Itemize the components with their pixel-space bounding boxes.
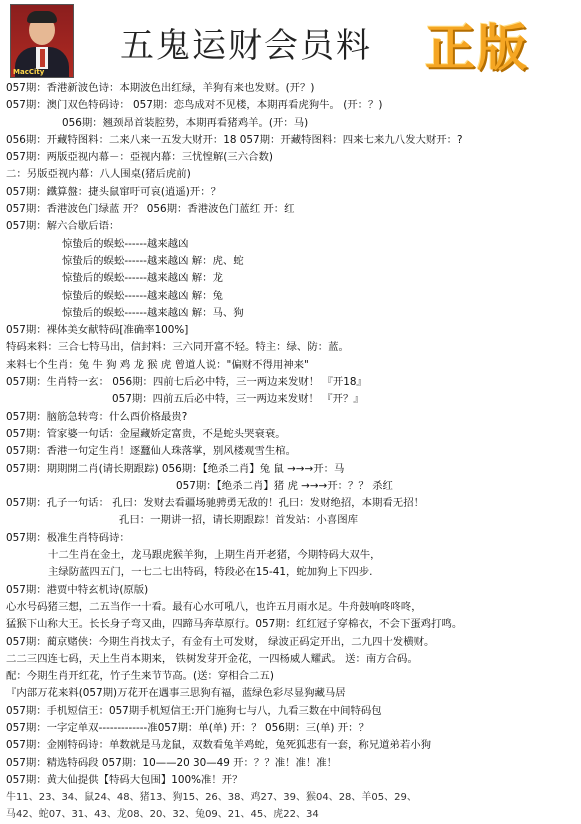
text-line: 『内部万花来料(057期)万花开在遇事三思狗有福，蓝绿色彩尽显狗藏马居 xyxy=(6,687,346,700)
text-line: 057期：蔺京赌侠：今期生肖找太子，有金有土可发财， 绿波正码定开出，二九四十发横财。 xyxy=(6,635,435,648)
text-line: 057期：两版亞视内幕－：亞视内幕：三忧惶解(三六合数) xyxy=(6,151,273,164)
portrait-tie xyxy=(40,49,45,67)
page-header xyxy=(0,0,581,80)
genuine-badge: 正版 xyxy=(425,19,529,77)
text-line: 心水号码猪三想，二五当作一十看。最有心水可吼八，也许五月雨水足。牛舟鼓响咚咚咚， xyxy=(6,600,422,613)
text-line: 057期：一字定单双-------------准057期：单(单) 开：？ 056期：三(单) 开：？ xyxy=(6,721,369,734)
text-line: 特码来料：三合七特马出，信封料：三六同开富不轻。特主：绿、防：蓝。 xyxy=(6,341,349,354)
page-title: 五鬼运财会员料 xyxy=(120,26,372,66)
text-line: 057期：手机短信王：057期手机短信王:开门施狗七与八，九看三数在中间特码包 xyxy=(6,704,382,717)
text-line: 主绿防蓝四五门，一七二七出特码，特段必在15-41，蛇加狗上下四步. xyxy=(48,566,373,579)
portrait-logo: MacCity xyxy=(13,68,45,76)
text-line: 057期：金刚特码诗：单数就是马龙鼠，双数看兔羊鸡蛇，兔死狐悲有一套，称兄道弟若小狗 xyxy=(6,739,432,752)
text-line: 057期：精选特码段 057期：10——20 30—49 开：？？准！准！准！ xyxy=(6,756,338,769)
text-line: 057期：澳门双色特码诗： 057期：恋鸟成对不见楼，本期再看虎狗牛。 (开：？) xyxy=(6,99,383,112)
text-line: 057期：四前五后必中特，三一两边来发财！ 『开？』 xyxy=(112,393,364,406)
text-line: 惊蛰后的蜈蚣------越来越凶 解：龙 xyxy=(62,272,223,285)
text-line: 惊蛰后的蜈蚣------越来越凶 解：兔 xyxy=(62,289,223,302)
text-line: 057期：香港波色门绿蓝 开？ 056期：香港波色门蓝红 开：红 xyxy=(6,203,295,216)
text-line: 057期：黄大仙提供【特码大包围】100%准！开？ xyxy=(6,773,243,786)
text-line: 057期：香港新波色诗：本期波色出红绿，羊狗有来也发财。(开？) xyxy=(6,82,315,94)
text-line: 056期：翘颈昂首装腔势，本期再看猪鸡羊。(开：马) xyxy=(62,116,309,129)
text-line: 马42、蛇07、31、43、龙08、20、32、兔09、21、45、虎22、34 xyxy=(6,809,319,821)
text-line: 猛猴下山称大王。长长身子弯又曲，四蹄马奔草原行。057期：红红冠子穿棉衣，不会下蛋鸡打鸣。 xyxy=(6,618,463,631)
text-line: 057期：【绝杀二肖】猪 虎 →→→开：？？ 杀红 xyxy=(176,479,393,492)
text-line: 056期：开藏特图料：二来八来一五发大财开：18 057期：开藏特图料：四来七来九八发大财开：? xyxy=(6,133,463,146)
portrait-hair xyxy=(27,11,57,23)
text-line: 057期：管家婆一句话：金屋藏娇定富贵，不是蛇头哭衰衰。 xyxy=(6,427,286,440)
text-line: 057期：鐵算盤：捷头鼠窜吁可哀(逍遥)开：？ xyxy=(6,185,221,198)
text-line: 二二三四连七码，天上生肖本期来， 铁树发芽开金花，一四杨威人耀武。 送：南方合码。 xyxy=(6,652,418,665)
text-line: 惊蛰后的蜈蚣------越来越凶 解：马、狗 xyxy=(62,306,244,319)
text-line: 057期：港贾中特玄机诗(原版) xyxy=(6,583,149,596)
portrait-image xyxy=(10,4,74,78)
text-line: 057期：脑筋急转弯：什么酉价格最贵? xyxy=(6,410,188,423)
text-line: 057期：解六合歇后语： xyxy=(6,220,120,233)
text-line: 牛11、23、34、鼠24、48、猪13、狗15、26、38、鸡27、39、猴04、28、羊05、29、 xyxy=(6,792,417,804)
text-line: 057期：香港一句定生肖！逐蠶仙人珠落掌，别风楼观雪生棺。 xyxy=(6,445,296,458)
text-line: 057期：期期開二肖(请长期跟踪) 056期：【绝杀二肖】兔 鼠 →→→开：马 xyxy=(6,462,345,475)
text-line: 孔曰：一期讲一招，请长期跟踪！首发站：小喜图库 xyxy=(119,514,358,527)
text-line: 惊蛰后的蜈蚣------越来越凶 解：虎、蛇 xyxy=(62,254,244,267)
text-line: 惊蛰后的蜈蚣------越来越凶 xyxy=(62,237,189,250)
text-line: 057期：孔子一句话： 孔曰：发财去看疆场驰骋勇无敌的！孔曰：发财绝招，本期看无招！ xyxy=(6,497,424,510)
text-line: 二：另版亞视内幕：八人围桌(猪后虎前) xyxy=(6,168,191,181)
text-line: 057期：裸体美女献特码[准确率100%] xyxy=(6,324,189,337)
text-line: 十二生肖在金土，龙马跟虎猴羊狗，上期生肖开老猪，今期特码大双牛， xyxy=(48,549,381,562)
text-line: 057期：生肖特一玄： 056期：四前七后必中特，三一两边来发财！ 『开18』 xyxy=(6,376,367,389)
text-line: 057期：极准生肖特码诗： xyxy=(6,531,130,544)
text-line: 配：今期生肖开红花，竹子生来节节高。(送：穿相合二五) xyxy=(6,670,274,683)
text-line: 来料七个生肖：兔 牛 狗 鸡 龙 猴 虎 曾道人说："偏财不得用神来" xyxy=(6,358,309,371)
document-body xyxy=(6,80,578,824)
